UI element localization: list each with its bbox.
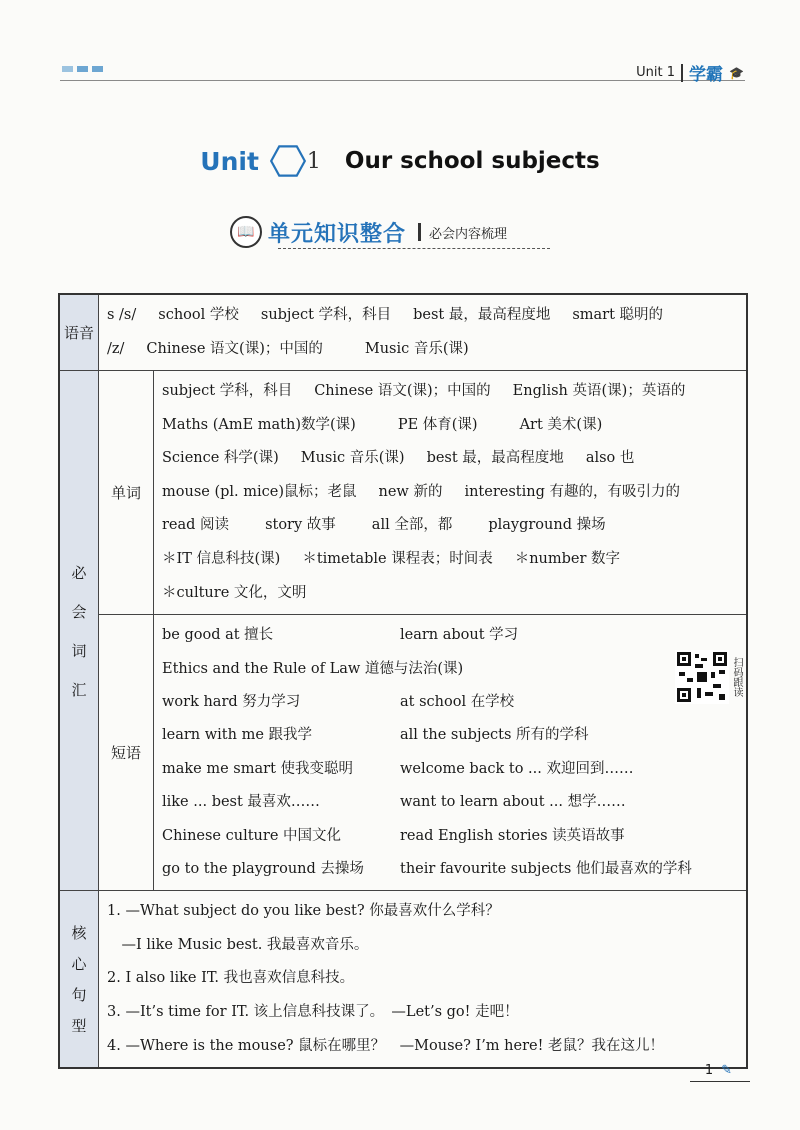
word-entry: story 故事 — [265, 517, 336, 534]
word-entry: ＊culture 文化，文明 — [162, 584, 307, 601]
sentence-line: 3. —It’s time for IT. 该上信息科技课了。 —Let’s go! 走吧！ — [107, 1004, 519, 1021]
phrase-entry: go to the playground 去操场 — [162, 860, 364, 877]
phrase-entry: welcome back to ... 欢迎回到…… — [400, 760, 634, 777]
phrase-entry: Ethics and the Rule of Law 道德与法治(课) — [162, 660, 464, 677]
phrase-entry: Chinese culture 中国文化 — [162, 827, 342, 844]
page-footer — [705, 1063, 732, 1078]
header-decoration — [62, 66, 103, 72]
pronunciation-row — [60, 295, 746, 370]
phrase-entry: like ... best 最喜欢…… — [162, 794, 320, 811]
word-line — [162, 442, 738, 476]
phrases-label: 短语 — [99, 615, 154, 890]
title-number: 1 — [306, 148, 321, 174]
phrase-entry: be good at 擅长 — [162, 627, 274, 644]
brand-logo: 学霸 — [689, 65, 724, 85]
word-entry: Maths (AmE math)数学(课) — [162, 416, 356, 433]
label-char: 句 — [71, 986, 87, 1005]
word-entry: ＊IT 信息科技(课) — [162, 550, 281, 567]
hexagon-icon — [269, 138, 307, 184]
words-body — [154, 371, 746, 614]
phrases-body — [154, 615, 746, 890]
section-subtitle: 必会内容梳理 — [429, 226, 508, 242]
phrase-line — [162, 786, 738, 819]
sentence-line: 4. —Where is the mouse? 鼠标在哪里？ —Mouse? I’m here! 老鼠？我在这儿！ — [107, 1037, 665, 1054]
word-entry: Science 科学(课) — [162, 450, 279, 467]
knowledge-table — [58, 293, 748, 1069]
word-entry: read 阅读 — [162, 517, 230, 534]
word-line — [162, 476, 738, 510]
vocabulary-row — [60, 370, 746, 890]
word-entry: all 全部，都 — [371, 517, 453, 534]
example-word: Chinese 语文(课)；中国的 — [146, 340, 323, 357]
phrase-line — [162, 619, 738, 652]
word-entry: PE 体育(课) — [397, 416, 478, 433]
sentences-body — [99, 891, 746, 1067]
qr-code-block[interactable] — [675, 650, 742, 704]
pronunciation-line — [107, 333, 738, 367]
phrase-entry: learn with me 跟我学 — [162, 727, 313, 744]
phrase-entry: work hard 努力学习 — [162, 693, 301, 710]
example-word: school 学校 — [158, 307, 239, 323]
phrase-entry: at school 在学校 — [400, 693, 515, 710]
phrase-entry: read English stories 读英语故事 — [400, 827, 625, 844]
words-label: 单词 — [99, 371, 154, 614]
header-divider — [681, 64, 683, 82]
sentences-label — [60, 891, 99, 1067]
phrase-entry: their favourite subjects 他们最喜欢的学科 — [400, 860, 692, 877]
phrase-line — [162, 820, 738, 853]
phrase-line — [162, 653, 738, 686]
word-entry: also 也 — [585, 450, 635, 467]
phrase-entry: want to learn about ... 想学…… — [400, 794, 626, 811]
words-subrow — [99, 371, 746, 614]
label-char: 会 — [71, 602, 87, 621]
phoneme: s /s/ — [107, 307, 137, 323]
graduation-cap-icon: 🎓 — [729, 65, 744, 80]
word-entry: Art 美术(课) — [519, 416, 603, 433]
phrases-subrow — [99, 614, 746, 890]
label-char: 核 — [71, 924, 87, 943]
section-divider — [418, 223, 421, 241]
page-number: 1 — [704, 1063, 714, 1078]
pronunciation-body — [99, 295, 746, 370]
phrase-line — [162, 753, 738, 786]
label-char: 型 — [71, 1017, 87, 1036]
header-right — [636, 60, 744, 85]
phoneme: /z/ — [107, 340, 125, 357]
example-word: best 最，最高程度地 — [413, 307, 551, 323]
phrase-line — [162, 686, 738, 719]
phrase-entry: all the subjects 所有的学科 — [400, 727, 589, 744]
unit-title — [0, 138, 800, 184]
pencil-icon: ✎ — [721, 1063, 732, 1078]
example-word: smart 聪明的 — [572, 307, 664, 323]
section-heading — [230, 216, 507, 248]
sentences-row — [60, 890, 746, 1067]
sentence-line: 1. —What subject do you like best? 你最喜欢什么学科？ — [107, 903, 500, 920]
label-char: 汇 — [71, 680, 87, 699]
qr-caption: 扫码跟读 — [731, 657, 742, 697]
example-word: Music 音乐(课) — [364, 340, 469, 357]
unit-number-badge — [269, 138, 321, 184]
title-text: Our school subjects — [344, 148, 600, 174]
word-entry: mouse (pl. mice)鼠标；老鼠 — [162, 483, 357, 500]
word-entry: Chinese 语文(课)；中国的 — [314, 383, 491, 399]
footer-rule — [690, 1081, 750, 1082]
word-entry: subject 学科，科目 — [162, 383, 293, 399]
word-entry: playground 操场 — [488, 517, 606, 534]
word-entry: best 最，最高程度地 — [426, 450, 564, 467]
word-entry: ＊number 数字 — [514, 550, 621, 567]
pronunciation-line — [107, 299, 738, 333]
qr-code-icon[interactable] — [675, 650, 729, 704]
book-icon: 📖 — [230, 216, 262, 248]
word-entry: interesting 有趣的，有吸引力的 — [464, 483, 680, 500]
label-char: 词 — [71, 641, 87, 660]
word-entry: ＊timetable 课程表；时间表 — [302, 550, 493, 567]
label-char: 必 — [71, 563, 87, 582]
section-underline — [278, 248, 550, 249]
example-word: subject 学科，科目 — [260, 307, 392, 323]
phrase-entry: make me smart 使我变聪明 — [162, 760, 354, 777]
phrase-line — [162, 853, 738, 886]
phrase-entry: learn about 学习 — [400, 627, 519, 644]
phrase-line — [162, 719, 738, 752]
vocabulary-inner — [99, 371, 746, 890]
word-entry: Music 音乐(课) — [300, 450, 405, 467]
title-unit-word: Unit — [200, 146, 259, 176]
section-title: 单元知识整合 — [268, 221, 407, 247]
word-line — [162, 543, 738, 577]
label-char: 心 — [71, 955, 87, 974]
word-line — [162, 375, 738, 409]
sentence-line: —I like Music best. 我最喜欢音乐。 — [107, 936, 369, 953]
vocabulary-label — [60, 371, 99, 890]
pronunciation-label: 语音 — [60, 295, 99, 370]
word-line — [162, 409, 738, 443]
word-line — [162, 577, 738, 611]
word-entry: English 英语(课)；英语的 — [512, 383, 686, 399]
header-unit: Unit 1 — [636, 65, 676, 80]
sentence-line: 2. I also like IT. 我也喜欢信息科技。 — [107, 970, 355, 987]
word-line — [162, 509, 738, 543]
word-entry: new 新的 — [378, 483, 443, 500]
